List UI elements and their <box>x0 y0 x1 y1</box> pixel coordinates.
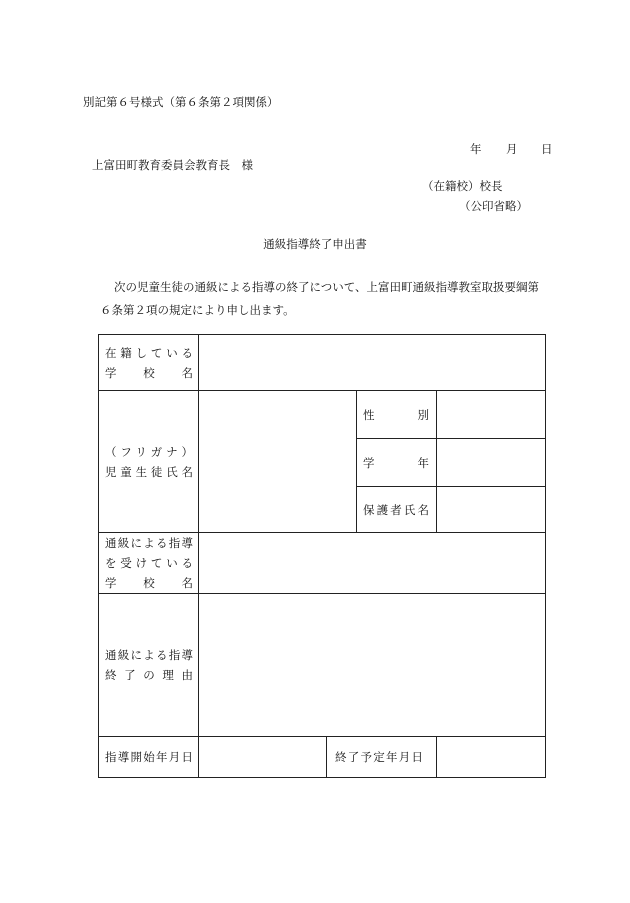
body-line-2: ６条第２項の規定により申し出ます。 <box>100 303 295 317</box>
document-title: 通級指導終了申出書 <box>263 237 367 251</box>
date-month-label: 月 <box>506 142 518 156</box>
student-name-label: （フリガナ） 児童生徒氏名 <box>99 391 199 533</box>
body-line-1: 次の児童生徒の通級による指導の終了について、上富田町通級指導教室取扱要綱第 <box>114 280 540 294</box>
termination-reason-label: 通級による指導 終了の理由 <box>99 594 199 737</box>
gender-field[interactable] <box>437 391 546 439</box>
end-date-label: 終了予定年月日 <box>327 737 437 778</box>
grade-field[interactable] <box>437 439 546 487</box>
guardian-name-label: 保護者氏名 <box>357 487 437 533</box>
enrolled-school-field[interactable] <box>199 335 546 391</box>
grade-label: 学 年 <box>357 439 437 487</box>
sender-principal: （在籍校）校長 <box>422 179 503 193</box>
tsukyu-school-label: 通級による指導 を受けている 学 校 名 <box>99 533 199 594</box>
termination-reason-field[interactable] <box>199 594 546 737</box>
form-number-label: 別記第６号様式（第６条第２項関係） <box>83 95 279 109</box>
addressee: 上富田町教育委員会教育長 様 <box>92 158 253 172</box>
enrolled-school-label: 在籍している 学 校 名 <box>99 335 199 391</box>
guardian-name-field[interactable] <box>437 487 546 533</box>
start-date-field[interactable] <box>199 737 327 778</box>
start-date-label: 指導開始年月日 <box>99 737 199 778</box>
gender-label: 性 別 <box>357 391 437 439</box>
seal-omitted-note: （公印省略） <box>459 199 528 213</box>
student-name-field[interactable] <box>199 391 357 533</box>
document-body <box>100 276 550 322</box>
date-year-label: 年 <box>470 142 482 156</box>
end-date-field[interactable] <box>437 737 546 778</box>
application-form-table <box>98 334 546 778</box>
tsukyu-school-field[interactable] <box>199 533 546 594</box>
date-day-label: 日 <box>541 142 553 156</box>
